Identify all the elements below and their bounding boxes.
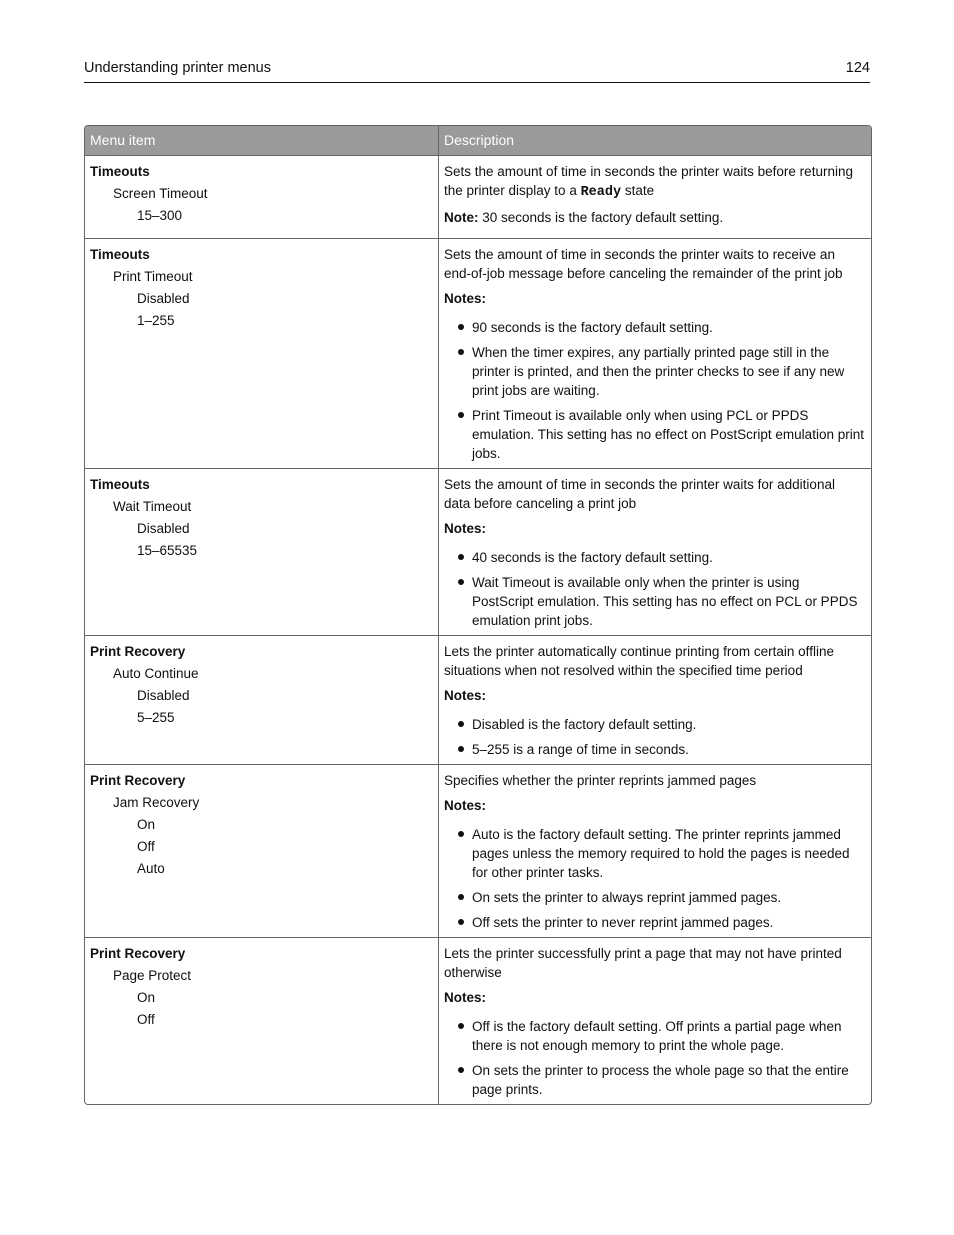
column-header-description: Description [444,132,515,148]
menu-value: Auto [137,861,165,876]
notes-list [444,318,864,463]
notes-label: Notes: [444,688,487,703]
ready-code: Ready [580,185,622,200]
menu-value: On [137,817,156,832]
table-row [85,155,871,238]
description-text: Lets the printer successfully print a page that may not have printed otherwise [444,946,842,980]
menu-group: Timeouts [90,247,150,262]
description-cell [439,636,869,764]
list-item: 5–255 is a range of time in seconds. [472,740,864,759]
menu-value: On [137,990,156,1005]
list-item: Auto is the factory default setting. The printer reprints jammed pages unless the memory required to hold the pages is needed for other printer tasks. [472,825,864,882]
column-header-menu-item: Menu item [85,126,439,155]
description-text [444,162,864,202]
description-text: Sets the amount of time in seconds the printer waits to receive an end-of-job message before canceling the remainder of the print job [444,247,843,281]
description-cell [439,938,869,1104]
menu-group: Print Recovery [90,946,186,961]
list-item: On sets the printer to always reprint jammed pages. [472,888,864,907]
menu-value: 1–255 [137,313,175,328]
menu-item-cell [85,239,439,468]
notes-list [444,825,864,932]
description-part: Sets the amount of time in seconds the printer waits before returning the printer display to a [444,164,853,198]
notes-list [444,548,864,630]
list-item: On sets the printer to process the whole page so that the entire page prints. [472,1061,864,1099]
list-item: Print Timeout is available only when using PCL or PPDS emulation. This setting has no effect on PostScript emulation print jobs. [472,408,864,461]
note [444,208,864,227]
menu-table [84,125,872,1105]
table-row [85,238,871,468]
menu-item-cell [85,469,439,635]
notes-label: Notes: [444,291,487,306]
description-part: state [621,183,655,198]
list-item: 40 seconds is the factory default setting. [472,548,864,567]
list-item: Off is the factory default setting. Off prints a partial page when there is not enough memory to print the whole page. [472,1017,864,1055]
menu-value: 5–255 [137,710,175,725]
description-cell [439,239,869,468]
description-text: Lets the printer automatically continue printing from certain offline situations when not resolved within the specified time period [444,644,834,678]
list-item: Off sets the printer to never reprint jammed pages. [472,913,864,932]
note-text: 30 seconds is the factory default setting. [478,210,724,225]
menu-item: Page Protect [113,968,192,983]
menu-value: 15–300 [137,208,183,223]
notes-label: Notes: [444,798,487,813]
menu-item: Wait Timeout [113,499,192,514]
menu-item-cell [85,765,439,937]
table-row [85,635,871,764]
menu-value: Disabled [137,688,190,703]
menu-value: Disabled [137,521,190,536]
description-text: Specifies whether the printer reprints jammed pages [444,773,757,788]
menu-item: Print Timeout [113,269,193,284]
menu-item-cell [85,636,439,764]
description-cell [439,156,869,238]
table-row [85,764,871,937]
menu-value: Off [137,1012,155,1027]
menu-group: Timeouts [90,477,150,492]
table-row [85,937,871,1104]
table-header [85,126,871,155]
notes-label: Notes: [444,990,487,1005]
description-text: Sets the amount of time in seconds the printer waits for additional data before canceling a print job [444,477,835,511]
list-item: 90 seconds is the factory default setting. [472,318,864,337]
menu-value: 15–65535 [137,543,198,558]
running-title: Understanding printer menus [84,60,271,76]
menu-value: Disabled [137,291,190,306]
list-item: When the timer expires, any partially printed page still in the printer is printed, and then the printer checks to see if any new print jobs are waiting. [472,343,864,400]
menu-group: Timeouts [90,164,150,179]
description-cell [439,765,869,937]
menu-item-cell [85,938,439,1104]
menu-item: Auto Continue [113,666,199,681]
notes-label: Notes: [444,521,487,536]
notes-list [444,715,864,759]
description-cell [439,469,869,635]
menu-item: Jam Recovery [113,795,200,810]
note-label: Note: [444,210,479,225]
menu-value: Off [137,839,155,854]
menu-group: Print Recovery [90,773,186,788]
table-row [85,468,871,635]
menu-item-cell [85,156,439,238]
menu-group: Print Recovery [90,644,186,659]
page-header [84,60,870,83]
notes-list [444,1017,864,1099]
page-number: 124 [845,60,870,76]
list-item: Wait Timeout is available only when the printer is using PostScript emulation. This setting has no effect on PCL or PPDS emulation print jobs. [472,573,864,630]
list-item: Disabled is the factory default setting. [472,715,864,734]
menu-item: Screen Timeout [113,186,208,201]
